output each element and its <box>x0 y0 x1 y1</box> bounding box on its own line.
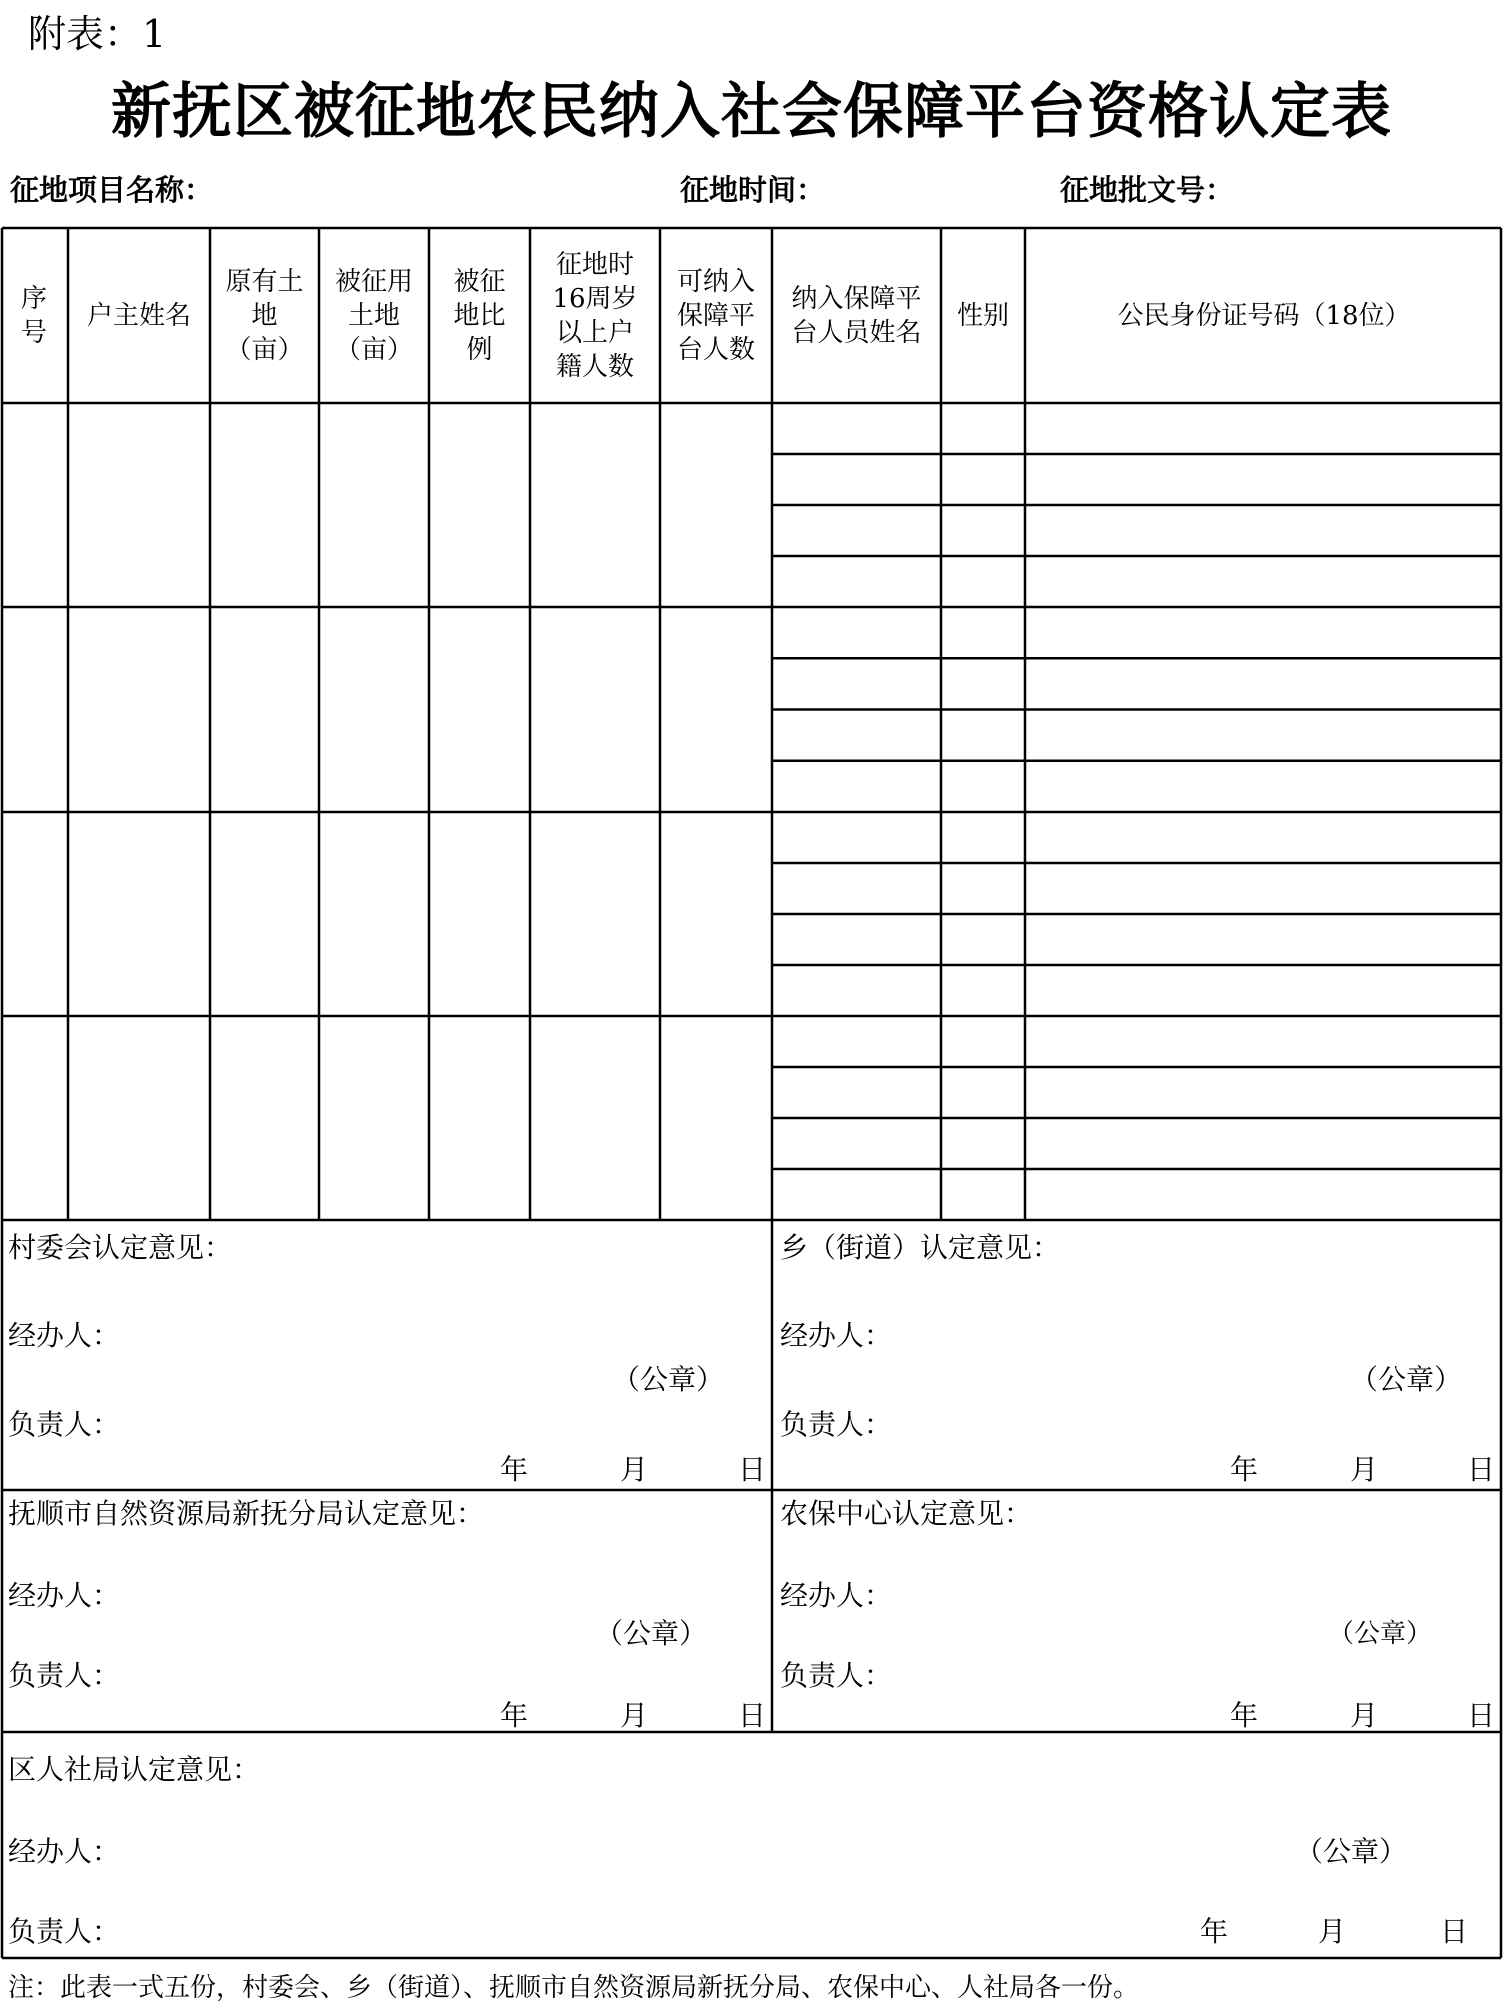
township-leader-label: 负责人： <box>780 1408 893 1441</box>
attachment-number: 1 <box>142 12 167 56</box>
resources-handler-label: 经办人： <box>8 1579 121 1612</box>
resources-leader-label: 负责人： <box>8 1659 121 1692</box>
header-serial: 序 号 <box>20 283 47 348</box>
insurance-year: 年 <box>1230 1699 1259 1732</box>
insurance-leader-label: 负责人： <box>780 1659 893 1692</box>
header-gender: 性别 <box>956 300 1009 331</box>
village-leader-label: 负责人： <box>8 1408 121 1441</box>
village-year: 年 <box>500 1453 529 1486</box>
insurance-opinion-title: 农保中心认定意见： <box>780 1497 1033 1530</box>
township-opinion-title: 乡（街道）认定意见： <box>780 1231 1061 1264</box>
insurance-seal: （公章） <box>1328 1619 1433 1649</box>
land-time-label: 征地时间： <box>680 173 826 207</box>
project-name-label: 征地项目名称： <box>10 173 214 207</box>
resources-month: 月 <box>620 1699 649 1732</box>
header-member-name: 纳入保障平 台人员姓名 <box>791 283 922 348</box>
header-expropriation-ratio: 被征 地比 例 <box>453 266 506 365</box>
village-month: 月 <box>620 1453 649 1486</box>
hrss-year: 年 <box>1200 1915 1229 1948</box>
resources-seal: （公章） <box>595 1617 708 1650</box>
form-footnote: 注：此表一式五份，村委会、乡（街道）、抚顺市自然资源局新抚分局、农保中心、人社局各一份。 <box>8 1973 1140 2003</box>
village-handler-label: 经办人： <box>8 1319 121 1352</box>
hrss-handler-label: 经办人： <box>8 1835 121 1868</box>
township-day: 日 <box>1467 1453 1496 1486</box>
hrss-opinion-title: 区人社局认定意见： <box>8 1753 261 1786</box>
resources-opinion-title: 抚顺市自然资源局新抚分局认定意见： <box>8 1497 485 1530</box>
header-eligible-count: 可纳入 保障平 台人数 <box>676 266 755 365</box>
township-year: 年 <box>1230 1453 1259 1486</box>
resources-day: 日 <box>738 1699 767 1732</box>
township-seal: （公章） <box>1350 1363 1463 1396</box>
township-handler-label: 经办人： <box>780 1319 893 1352</box>
approval-number-label: 征地批文号： <box>1060 173 1235 207</box>
resources-year: 年 <box>500 1699 529 1732</box>
header-household-name: 户主姓名 <box>86 300 191 331</box>
insurance-handler-label: 经办人： <box>780 1579 893 1612</box>
header-expropriated-land: 被征用 土地 （亩） <box>334 266 413 365</box>
page-title: 新抚区被征地农民纳入社会保障平台资格认定表 <box>111 77 1392 147</box>
hrss-day: 日 <box>1440 1915 1469 1948</box>
insurance-month: 月 <box>1350 1699 1379 1732</box>
header-id-number: 公民身份证号码（18位） <box>1117 300 1411 331</box>
insurance-day: 日 <box>1467 1699 1496 1732</box>
header-original-land: 原有土 地 （亩） <box>225 266 304 365</box>
village-opinion-title: 村委会认定意见： <box>8 1231 233 1264</box>
hrss-seal: （公章） <box>1295 1835 1408 1868</box>
header-persons-over-16: 征地时 16周岁 以上户 籍人数 <box>552 249 638 382</box>
village-seal: （公章） <box>612 1363 725 1396</box>
hrss-month: 月 <box>1318 1915 1347 1948</box>
township-month: 月 <box>1350 1453 1379 1486</box>
village-day: 日 <box>738 1453 767 1486</box>
hrss-leader-label: 负责人： <box>8 1915 121 1948</box>
attachment-prefix: 附表： <box>28 12 143 56</box>
